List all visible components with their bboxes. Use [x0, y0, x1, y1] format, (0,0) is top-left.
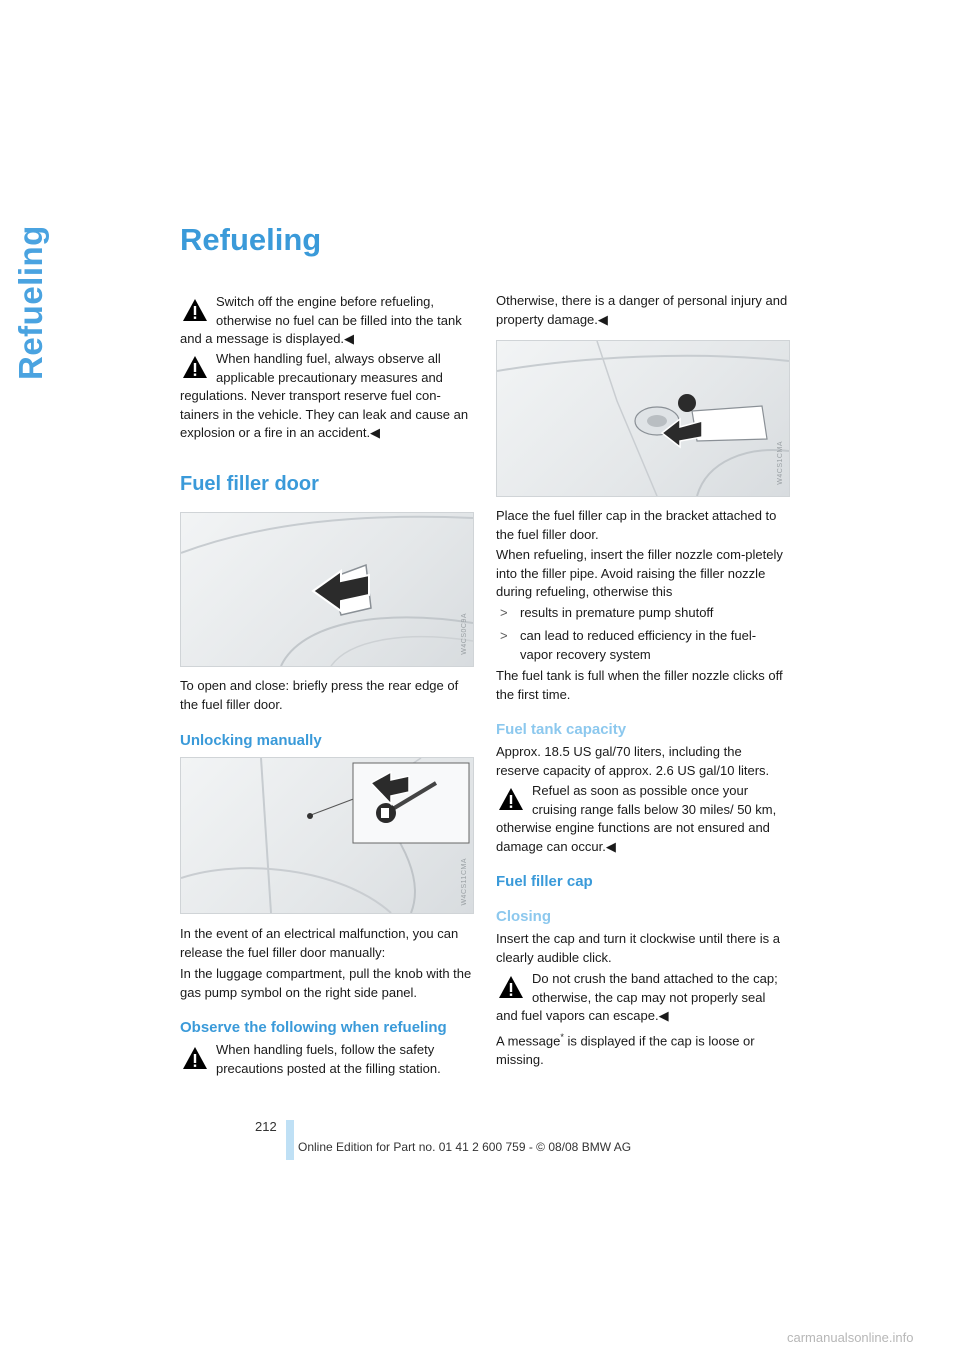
warning-text: When handling fuels, follow the safety precautions posted at the filling station.	[216, 1042, 441, 1076]
figure-unlocking-manually	[180, 757, 474, 914]
figure-code: W4CS1CMA	[777, 441, 784, 485]
message-text	[496, 1028, 788, 1069]
section-heading-fuel-filler-cap: Fuel filler cap	[496, 873, 593, 890]
chapter-side-tab	[0, 225, 150, 380]
message-text-part: A message	[496, 1033, 561, 1049]
warning-band	[496, 970, 788, 1026]
warning-cruising-range	[496, 782, 788, 856]
warning-continuation: Otherwise, there is a danger of personal injury and property damage.◀	[496, 293, 788, 327]
closing-text: Insert the cap and turn it clockwise until there is a clearly audible click.	[496, 931, 780, 965]
page-title: Refueling	[180, 222, 322, 257]
warning-engine-off	[180, 293, 470, 349]
warning-triangle-icon	[182, 1045, 208, 1071]
fuel-tank-capacity-text: Approx. 18.5 US gal/70 liters, including the reserve capacity of approx. 2.6 US gal/10 liters.	[496, 744, 770, 778]
observe-text-3: The fuel tank is full when the filler nozzle clicks off the first time.	[496, 668, 783, 702]
watermark: carmanualsonline.info	[787, 1330, 914, 1345]
warning-triangle-icon	[182, 354, 208, 380]
chapter-side-tab-label: Refueling	[12, 225, 49, 380]
section-heading-fuel-filler-door: Fuel filler door	[180, 473, 319, 495]
bullet-marker: >	[500, 605, 508, 620]
optional-equipment-star: *	[560, 1032, 564, 1042]
warning-text: Switch off the engine before refueling, otherwise no fuel can be filled into the tank and a message is displayed.◀	[180, 294, 462, 346]
subsection-heading-closing: Closing	[496, 908, 551, 925]
list-item	[496, 604, 788, 623]
footer-bar	[286, 1120, 294, 1160]
page-number: 212	[255, 1119, 277, 1134]
observe-text-1: Place the fuel filler cap in the bracket attached to the fuel filler door.	[496, 508, 777, 542]
warning-triangle-icon	[498, 974, 524, 1000]
section-heading-observe: Observe the following when refueling	[180, 1019, 447, 1036]
figure-fuel-filler-door	[180, 512, 474, 667]
warning-triangle-icon	[498, 786, 524, 812]
warning-filling-station	[180, 1041, 470, 1078]
figure-code: W4CS0C9A	[461, 613, 468, 655]
warning-handling-fuel	[180, 350, 470, 443]
list-item-text: can lead to reduced efficiency in the fuel-vapor recovery system	[520, 628, 757, 662]
observe-text-2: When refueling, insert the filler nozzle com-pletely into the filler pipe. Avoid raising the filler nozzle during refueling, otherwise this	[496, 547, 783, 599]
warning-text: When handling fuel, always observe all applicable precautionary measures and regulations. Never transport reserve fuel con-tainers in the vehicle. They can leak and cause an explosion or a fire in an accident.◀	[180, 351, 469, 440]
figure-code: W4CS11CMA	[461, 858, 468, 906]
section-heading-fuel-tank-capacity: Fuel tank capacity	[496, 721, 627, 738]
list-item	[496, 627, 788, 664]
warning-text: Refuel as soon as possible once your cruising range falls below 30 miles/ 50 km, otherwise engine functions are not ensured and damage can occur.◀	[496, 783, 777, 854]
unlocking-manually-text-1: In the event of an electrical malfunction, you can release the fuel filler door manually:	[180, 926, 459, 960]
warning-triangle-icon	[182, 297, 208, 323]
section-heading-unlocking-manually: Unlocking manually	[180, 732, 322, 749]
list-item-text: results in premature pump shutoff	[520, 605, 714, 620]
warning-text: Do not crush the band attached to the cap; otherwise, the cap may not properly seal and fuel vapors can escape.◀	[496, 971, 778, 1023]
fuel-filler-door-text: To open and close: briefly press the rear edge of the fuel filler door.	[180, 678, 459, 712]
unlocking-manually-text-2: In the luggage compartment, pull the knob with the gas pump symbol on the right side panel.	[180, 966, 472, 1000]
footer-edition: Online Edition for Part no. 01 41 2 600 759 - © 08/08 BMW AG	[298, 1140, 632, 1154]
figure-fuel-cap-bracket	[496, 340, 790, 497]
bullet-marker: >	[500, 628, 508, 643]
message-text-part: is displayed if the cap is loose or missing.	[496, 1033, 755, 1067]
